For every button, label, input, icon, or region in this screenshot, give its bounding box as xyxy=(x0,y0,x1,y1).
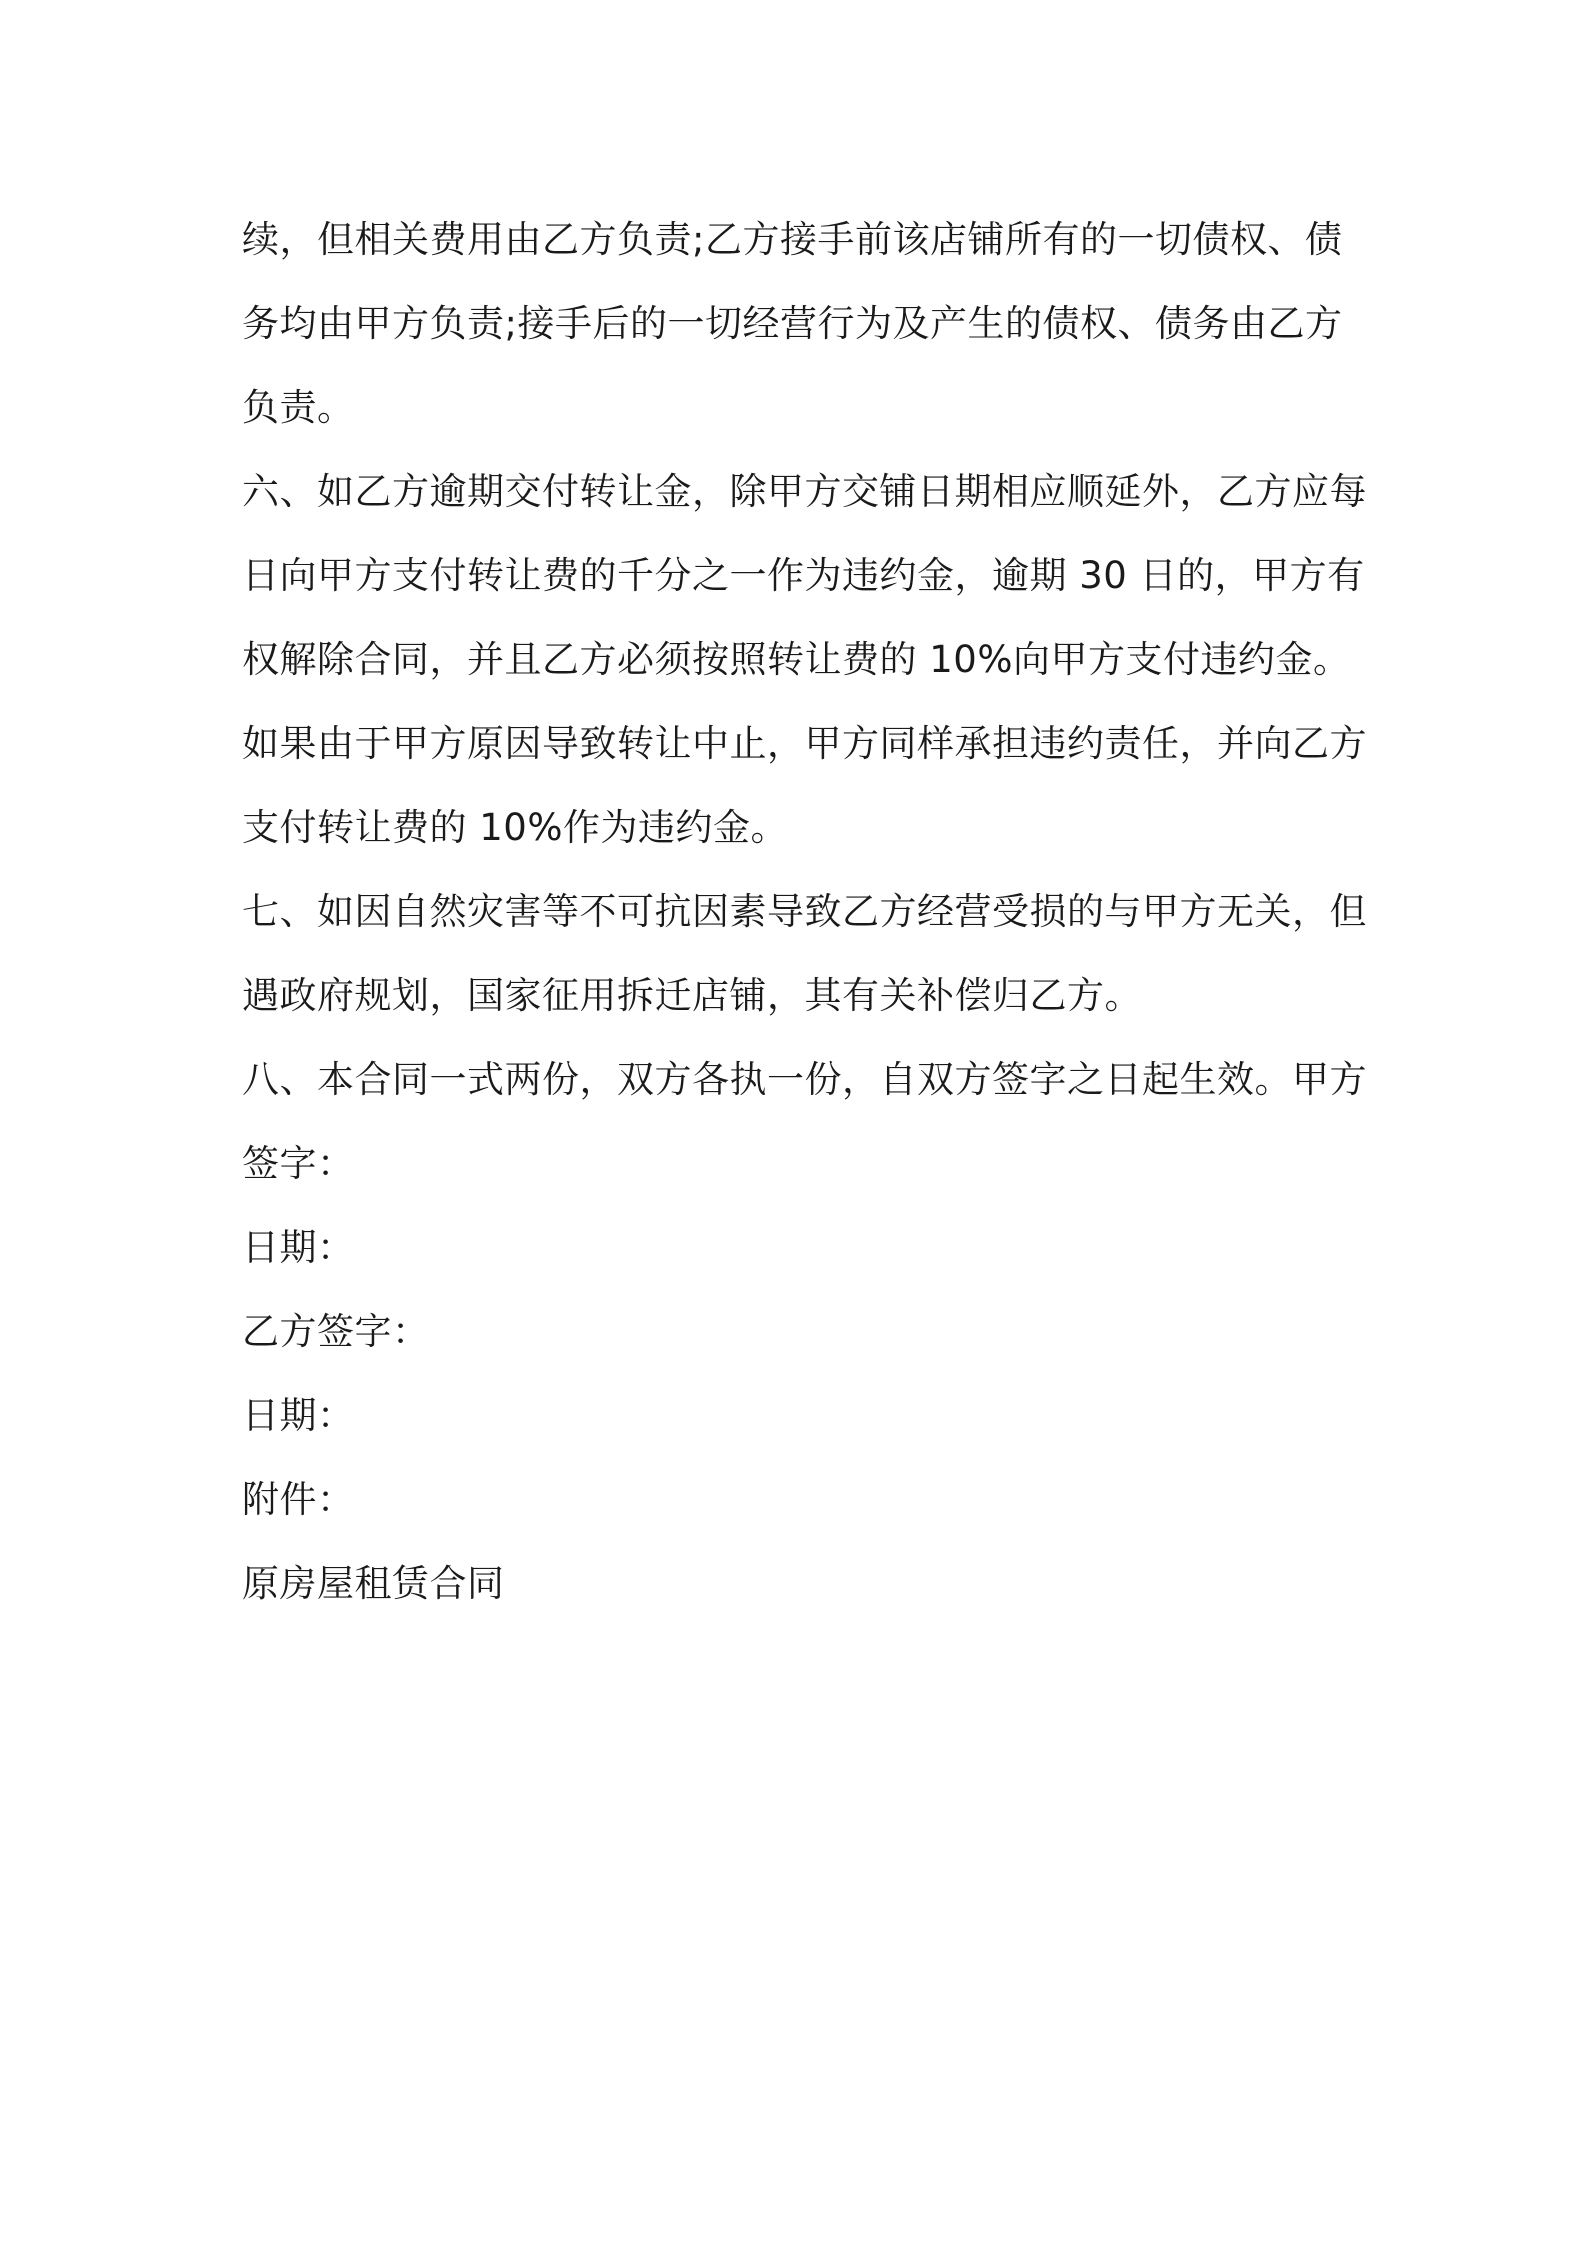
clause-seven: 七、如因自然灾害等不可抗因素导致乙方经营受损的与甲方无关，但 xyxy=(242,890,1367,933)
text-line: 如果由于甲方原因导致转让中止，甲方同样承担违约责任，并向乙方 xyxy=(242,722,1367,765)
attachment-item: 原房屋租赁合同 xyxy=(242,1562,505,1605)
party-b-signature-label: 乙方签字： xyxy=(242,1310,430,1353)
party-a-signature-label: 签字： xyxy=(242,1142,355,1185)
attachment-label: 附件： xyxy=(242,1478,355,1521)
party-a-date-label: 日期： xyxy=(242,1226,355,1269)
clause-eight: 八、本合同一式两份，双方各执一份，自双方签字之日起生效。甲方 xyxy=(242,1058,1367,1101)
clause-six: 六、如乙方逾期交付转让金，除甲方交铺日期相应顺延外，乙方应每 xyxy=(242,470,1367,513)
text-line: 续，但相关费用由乙方负责;乙方接手前该店铺所有的一切债权、债 xyxy=(242,218,1343,261)
text-line: 负责。 xyxy=(242,386,355,429)
text-line: 支付转让费的 10%作为违约金。 xyxy=(242,806,788,849)
party-b-date-label: 日期： xyxy=(242,1394,355,1437)
text-line: 务均由甲方负责;接手后的一切经营行为及产生的债权、债务由乙方 xyxy=(242,302,1343,345)
text-line: 日向甲方支付转让费的千分之一作为违约金，逾期 30 日的，甲方有 xyxy=(242,554,1365,597)
document-body xyxy=(242,198,1367,1626)
text-line: 权解除合同，并且乙方必须按照转让费的 10%向甲方支付违约金。 xyxy=(242,638,1351,681)
text-line: 遇政府规划，国家征用拆迁店铺，其有关补偿归乙方。 xyxy=(242,974,1142,1017)
